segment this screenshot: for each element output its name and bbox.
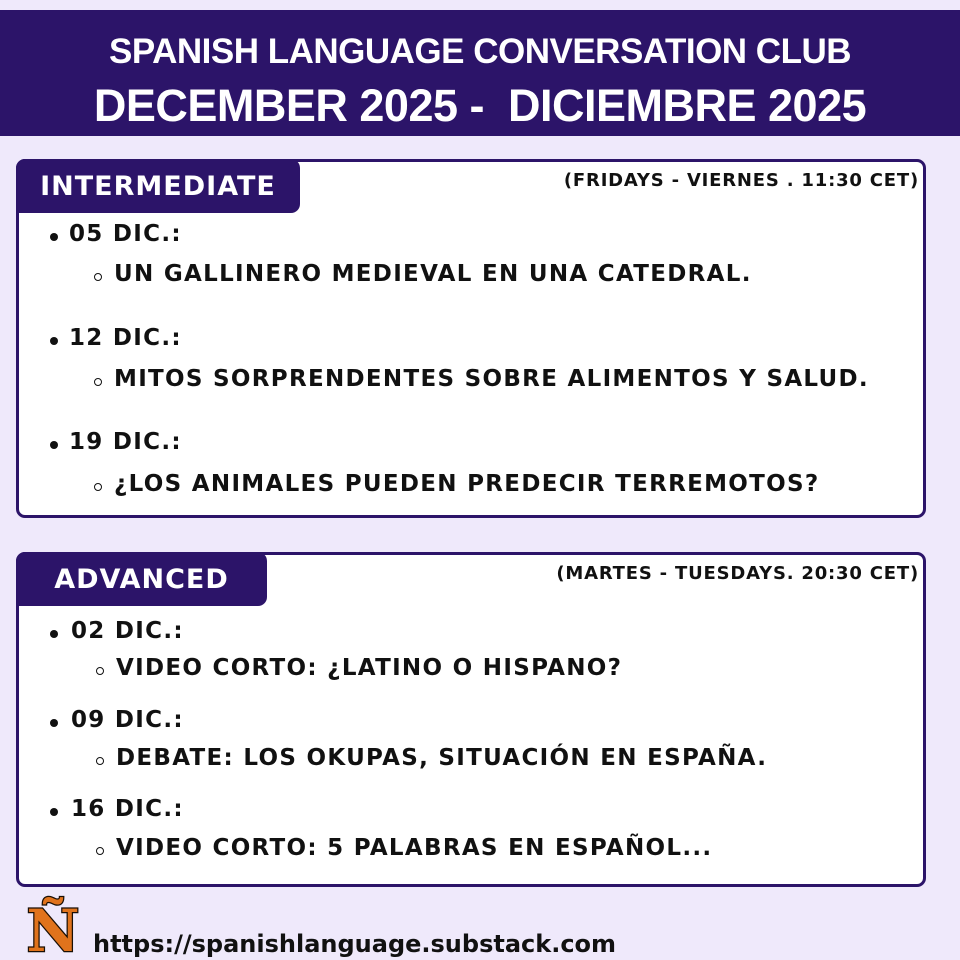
bullet-circle: [94, 378, 102, 386]
month-title: DECEMBER 2025 - DICIEMBRE 2025: [93, 80, 867, 131]
substack-link[interactable]: https://spanishlanguage.substack.com: [93, 930, 617, 958]
intermediate-label: INTERMEDIATE: [16, 159, 300, 213]
bullet-dot: [50, 233, 58, 241]
bullet-circle: [96, 847, 104, 855]
bullet-dot: [50, 719, 58, 727]
bullet-dot: [50, 808, 58, 816]
session-topic: VIDEO CORTO: 5 PALABRAS EN ESPAÑOL...: [116, 835, 713, 861]
session-date: 16 DIC.:: [71, 796, 184, 822]
session-topic: MITOS SORPRENDENTES SOBRE ALIMENTOS Y SALUD.: [114, 366, 869, 392]
bullet-dot: [50, 630, 58, 638]
intermediate-card: [16, 159, 926, 518]
session-date: 05 DIC.:: [69, 221, 182, 247]
session-date: 19 DIC.:: [69, 429, 182, 455]
header-banner: [0, 10, 960, 136]
session-topic: DEBATE: LOS OKUPAS, SITUACIÓN EN ESPAÑA.: [116, 745, 768, 771]
advanced-label: ADVANCED: [16, 552, 267, 606]
bullet-circle: [94, 483, 102, 491]
session-date: 02 DIC.:: [71, 618, 184, 644]
enye-logo-icon: [24, 893, 82, 955]
bullet-dot: [50, 337, 58, 345]
advanced-card: [16, 552, 926, 887]
session-date: 12 DIC.:: [69, 325, 182, 351]
bullet-circle: [96, 667, 104, 675]
session-topic: UN GALLINERO MEDIEVAL EN UNA CATEDRAL.: [114, 261, 752, 287]
advanced-schedule: (MARTES - TUESDAYS. 20:30 CET): [556, 563, 919, 584]
bullet-circle: [96, 757, 104, 765]
logo-letter: Ñ: [26, 897, 80, 955]
session-date: 09 DIC.:: [71, 707, 184, 733]
session-topic: VIDEO CORTO: ¿LATINO O HISPANO?: [116, 655, 623, 681]
bullet-circle: [94, 273, 102, 281]
bullet-dot: [50, 441, 58, 449]
session-topic: ¿LOS ANIMALES PUEDEN PREDECIR TERREMOTOS?: [114, 471, 820, 497]
intermediate-schedule: (FRIDAYS - VIERNES . 11:30 CET): [563, 170, 919, 191]
club-title: SPANISH LANGUAGE CONVERSATION CLUB: [108, 32, 851, 71]
